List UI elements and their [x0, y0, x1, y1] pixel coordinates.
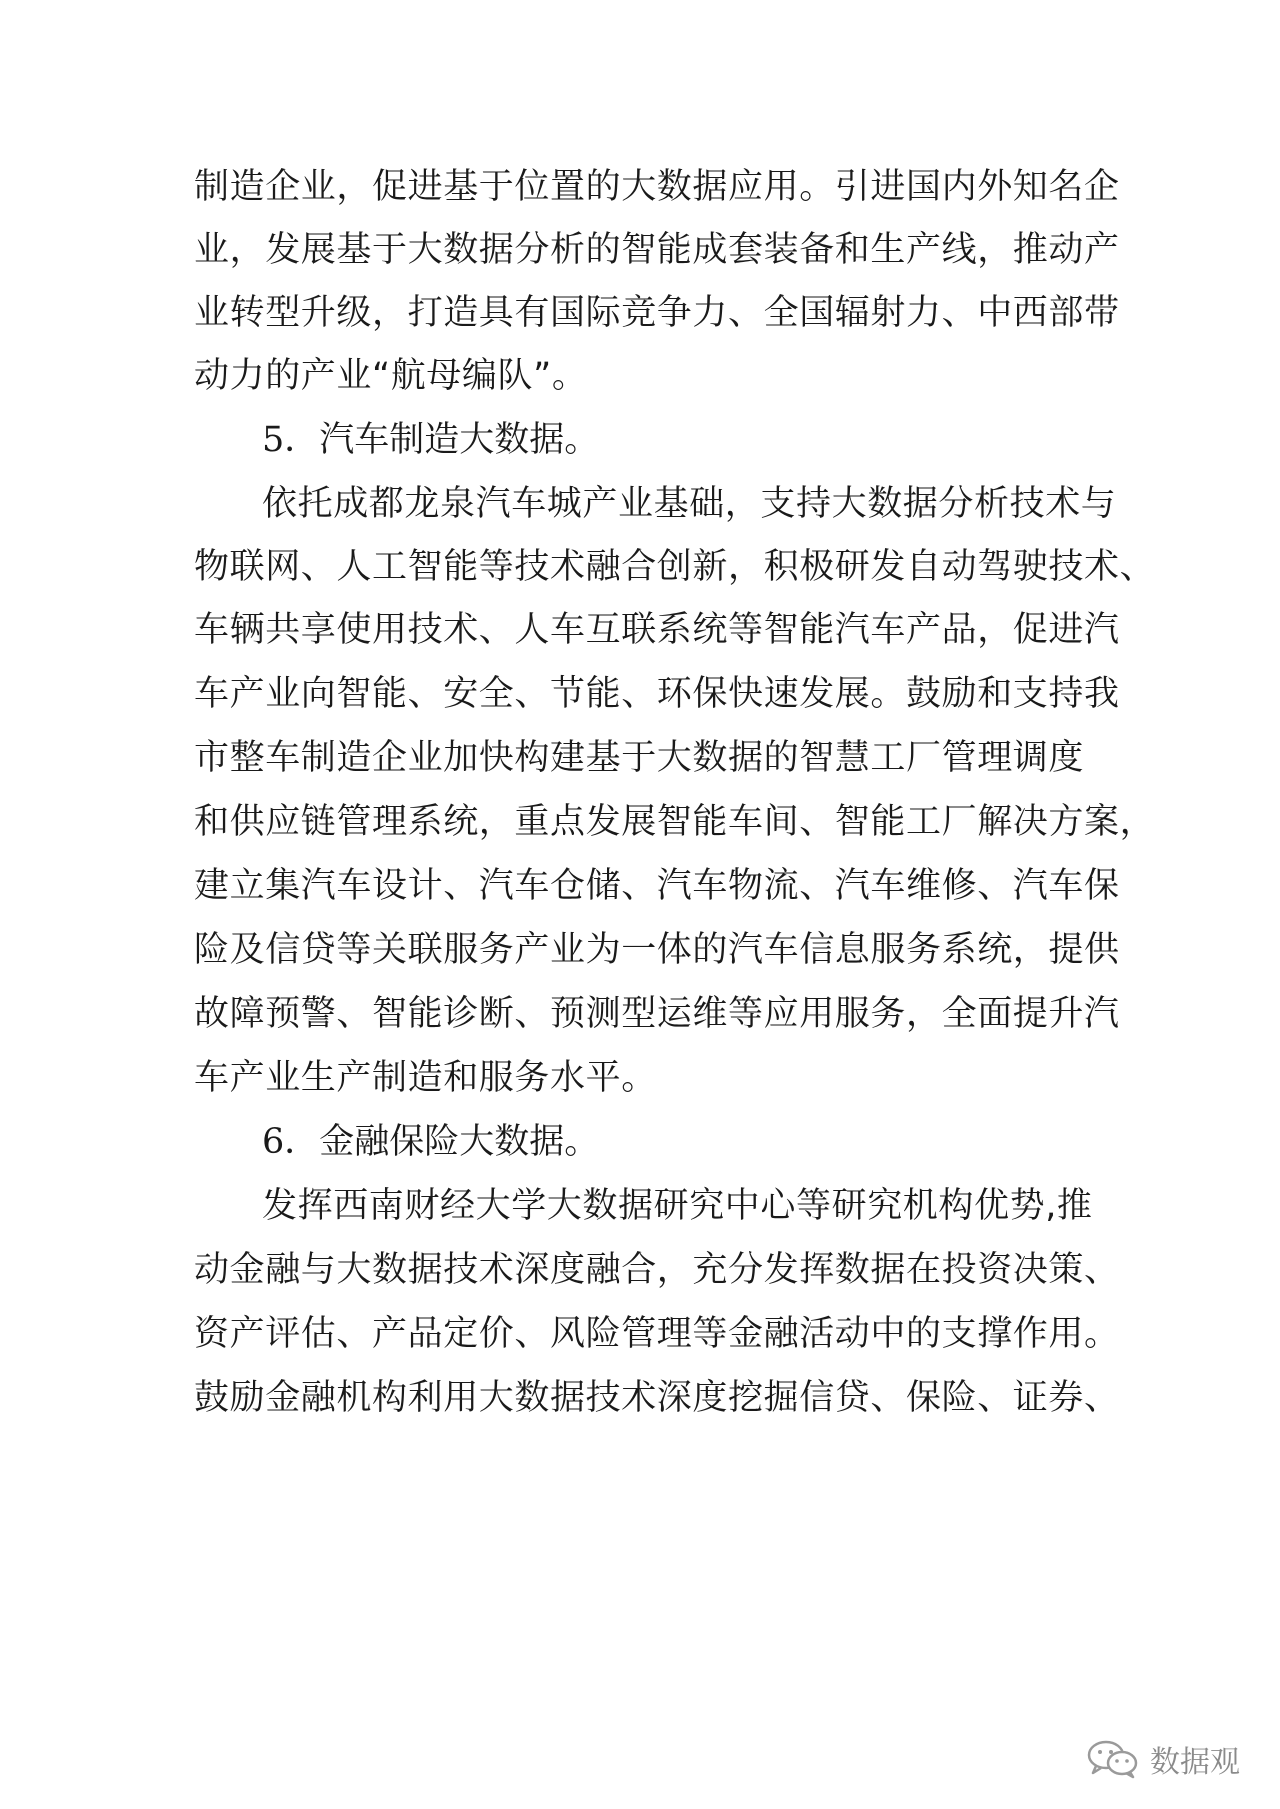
- paragraph-line: 发挥西南财经大学大数据研究中心等研究机构优势,推: [262, 1186, 1093, 1226]
- paragraph-line: 动力的产业“航母编队”。: [194, 356, 588, 396]
- section-heading-6: [262, 1118, 599, 1166]
- wechat-icon: [1086, 1739, 1140, 1779]
- paragraph-line: 动金融与大数据技术深度融合，充分发挥数据在投资决策、: [194, 1250, 1120, 1290]
- paragraph-line: 险及信贷等关联服务产业为一体的汽车信息服务系统，提供: [194, 930, 1120, 970]
- paragraph-line: 车产业向智能、安全、节能、环保快速发展。鼓励和支持我: [194, 674, 1120, 714]
- section-title: 金融保险大数据。: [319, 1122, 600, 1162]
- paragraph-line: 车产业生产制造和服务水平。: [194, 1058, 657, 1098]
- paragraph-line: 依托成都龙泉汽车城产业基础，支持大数据分析技术与: [262, 484, 1117, 524]
- paragraph-line: 鼓励金融机构利用大数据技术深度挖掘信贷、保险、证券、: [194, 1378, 1120, 1418]
- section-heading-5: [262, 416, 599, 464]
- paragraph-line: 资产评估、产品定价、风险管理等金融活动中的支撑作用。: [194, 1314, 1120, 1354]
- paragraph-line: 和供应链管理系统，重点发展智能车间、智能工厂解决方案，: [194, 802, 1156, 842]
- section-number: 5．: [262, 420, 320, 460]
- paragraph-line: 建立集汽车设计、汽车仓储、汽车物流、汽车维修、汽车保: [194, 866, 1120, 906]
- paragraph-line: 业转型升级，打造具有国际竞争力、全国辐射力、中西部带: [194, 293, 1120, 333]
- paragraph-line: 车辆共享使用技术、人车互联系统等智能汽车产品，促进汽: [194, 610, 1120, 650]
- paragraph-line: 市整车制造企业加快构建基于大数据的智慧工厂管理调度: [194, 738, 1085, 778]
- watermark-text: 数据观: [1150, 1745, 1240, 1780]
- paragraph-line: 物联网、人工智能等技术融合创新，积极研发自动驾驶技术、: [194, 547, 1156, 587]
- paragraph-line: 制造企业，促进基于位置的大数据应用。引进国内外知名企: [194, 167, 1120, 207]
- section-title: 汽车制造大数据。: [319, 420, 600, 460]
- section-number: 6．: [262, 1122, 320, 1162]
- watermark: [1086, 1737, 1240, 1781]
- paragraph-line: 故障预警、智能诊断、预测型运维等应用服务，全面提升汽: [194, 994, 1120, 1034]
- paragraph-line: 业，发展基于大数据分析的智能成套装备和生产线，推动产: [194, 230, 1120, 270]
